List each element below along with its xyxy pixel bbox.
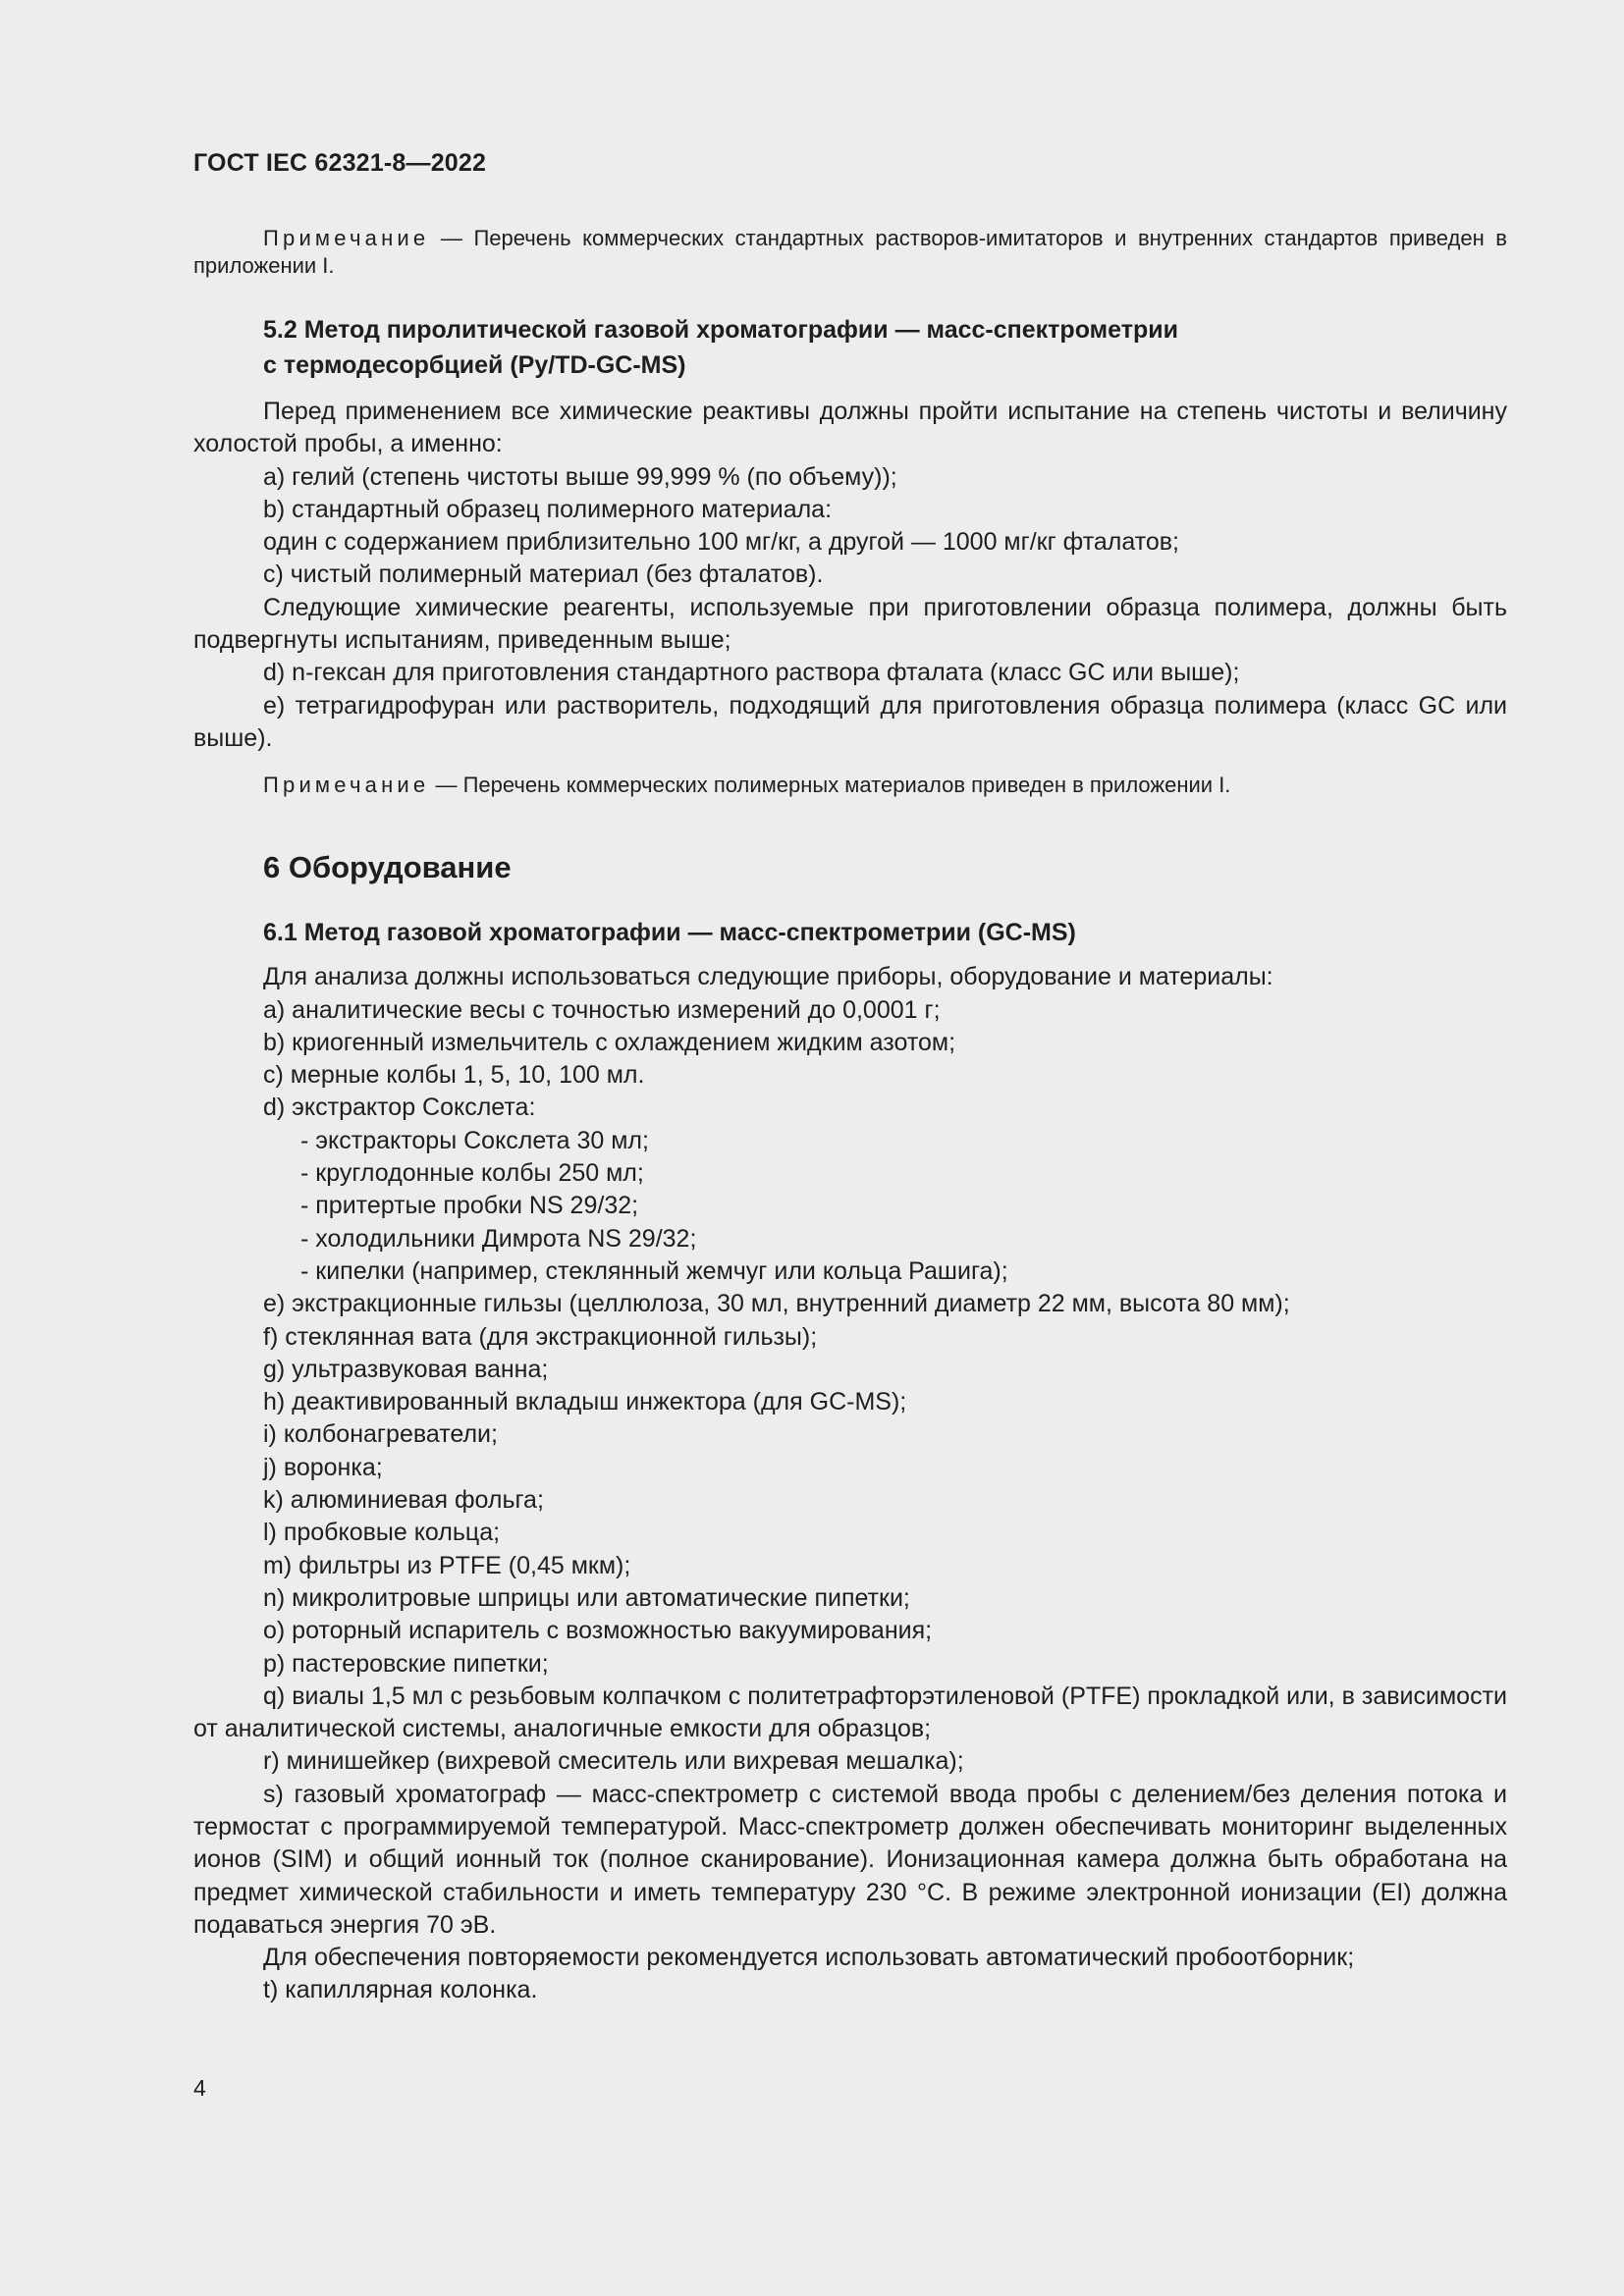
list-item: d) n-гексан для приготовления стандартного раствора фталата (класс GC или выше); [263,659,1240,687]
list-item: b) стандартный образец полимерного материала: [263,495,833,523]
list-item: c) мерные колбы 1, 5, 10, 100 мл. [263,1061,645,1090]
list-item: е) экстракционные гильзы (целлюлоза, 30 мл, внутренний диаметр 22 мм, высота 80 мм); [263,1290,1290,1318]
list-item: l) пробковые кольца; [263,1519,501,1547]
list-item: c) чистый полимерный материал (без фталатов). [263,561,824,589]
paragraph: Следующие химические реагенты, используемые при приготовлении образца полимера, должны быть подвергнуты испытаниям, приведенным выше; [193,593,1507,655]
list-item: f) стеклянная вата (для экстракционной гильзы); [263,1322,818,1351]
page-number: 4 [193,2075,206,2101]
list-item: t) капиллярная колонка. [263,1976,538,2004]
sub-list-item: - холодильники Димрота NS 29/32; [300,1224,697,1253]
list-item: d) экстрактор Сокслета: [263,1094,536,1122]
note-1 [193,225,1507,280]
note-text: — Перечень коммерческих полимерных материалов приведен в приложении I. [429,773,1231,798]
note-text: — Перечень коммерческих стандартных растворов-имитаторов и внутренних стандартов приведен в приложении I. [193,226,1507,278]
section-5-2-heading-line2: с термодесорбцией (Py/TD-GC-MS) [263,351,686,379]
section-5-2-heading-line1: 5.2 Метод пиролитической газовой хроматографии — масс-спектрометрии [263,316,1178,344]
section-5-2-body [193,396,1507,755]
sub-list-item: - экстракторы Сокслета 30 мл; [300,1126,649,1154]
list-item: b) криогенный измельчитель с охлаждением жидким азотом; [263,1028,956,1056]
list-item: h) деактивированный вкладыш инжектора (для GC-MS); [263,1388,907,1416]
list-item: о) роторный испаритель с возможностью вакуумирования; [263,1617,933,1645]
list-item: а) аналитические весы с точностью измерений до 0,0001 г; [263,995,941,1024]
paragraph: Перед применением все химические реактивы должны пройти испытание на степень чистоты и величину холостой пробы, а именно: [193,398,1507,458]
list-item: а) гелий (степень чистоты выше 99,999 % (по объему)); [263,462,897,491]
sub-list-item: - кипелки (например, стеклянный жемчуг или кольца Рашига); [300,1256,1008,1285]
list-item-continuation: один с содержанием приблизительно 100 мг/кг, а другой — 1000 мг/кг фталатов; [263,528,1180,557]
list-item: q) виалы 1,5 мл с резьбовым колпачком с политетрафторэтиленовой (PTFE) прокладкой или, в зависимости от аналитической системы, аналогичные емкости для образцов; [193,1682,1507,1743]
list-item: s) газовый хроматограф — масс-спектрометр с системой ввода пробы с делением/без деления потока и термостат с программируемой температурой. Масс-спектрометр должен обеспечивать мониторинг выделенных ионов (SIM) и общий ионный ток (полное сканирование). Ионизационная камера должна быть обработана на предмет химической стабильности и иметь температуру 230 °С. В режиме электронной ионизации (EI) должна подаваться энергия 70 эВ. [193,1780,1507,1939]
section-6-1-heading: 6.1 Метод газовой хроматографии — масс-спектрометрии (GC-MS) [263,919,1076,947]
section-6-heading: 6 Оборудование [263,850,512,885]
note-label: Примечание [263,773,430,798]
note-2 [193,772,1507,799]
list-item: е) тетрагидрофуран или растворитель, подходящий для приготовления образца полимера (класс GC или выше). [193,691,1507,752]
list-item: m) фильтры из PTFE (0,45 мкм); [263,1551,631,1579]
list-item: r) минишейкер (вихревой смеситель или вихревая мешалка); [263,1747,964,1776]
sub-list-item: - круглодонные колбы 250 мл; [300,1159,644,1188]
section-5-2-heading [193,312,1507,383]
section-6-1-body [193,961,1507,2007]
sub-list-item: - притертые пробки NS 29/32; [300,1192,639,1220]
paragraph: Для анализа должны использоваться следующие приборы, оборудование и материалы: [263,963,1273,991]
list-item: n) микролитровые шприцы или автоматические пипетки; [263,1583,910,1612]
list-item: k) алюминиевая фольга; [263,1486,544,1515]
list-item: i) колбонагреватели; [263,1420,498,1449]
paragraph: Для обеспечения повторяемости рекомендуется использовать автоматический пробоотборник; [263,1944,1355,1972]
list-item: j) воронка; [263,1453,383,1481]
list-item: g) ультразвуковая ванна; [263,1355,549,1383]
list-item: p) пастеровские пипетки; [263,1649,549,1678]
page-content [193,222,1507,2007]
document-header: ГОСТ IEC 62321-8—2022 [193,149,487,177]
note-label: Примечание [263,226,430,250]
